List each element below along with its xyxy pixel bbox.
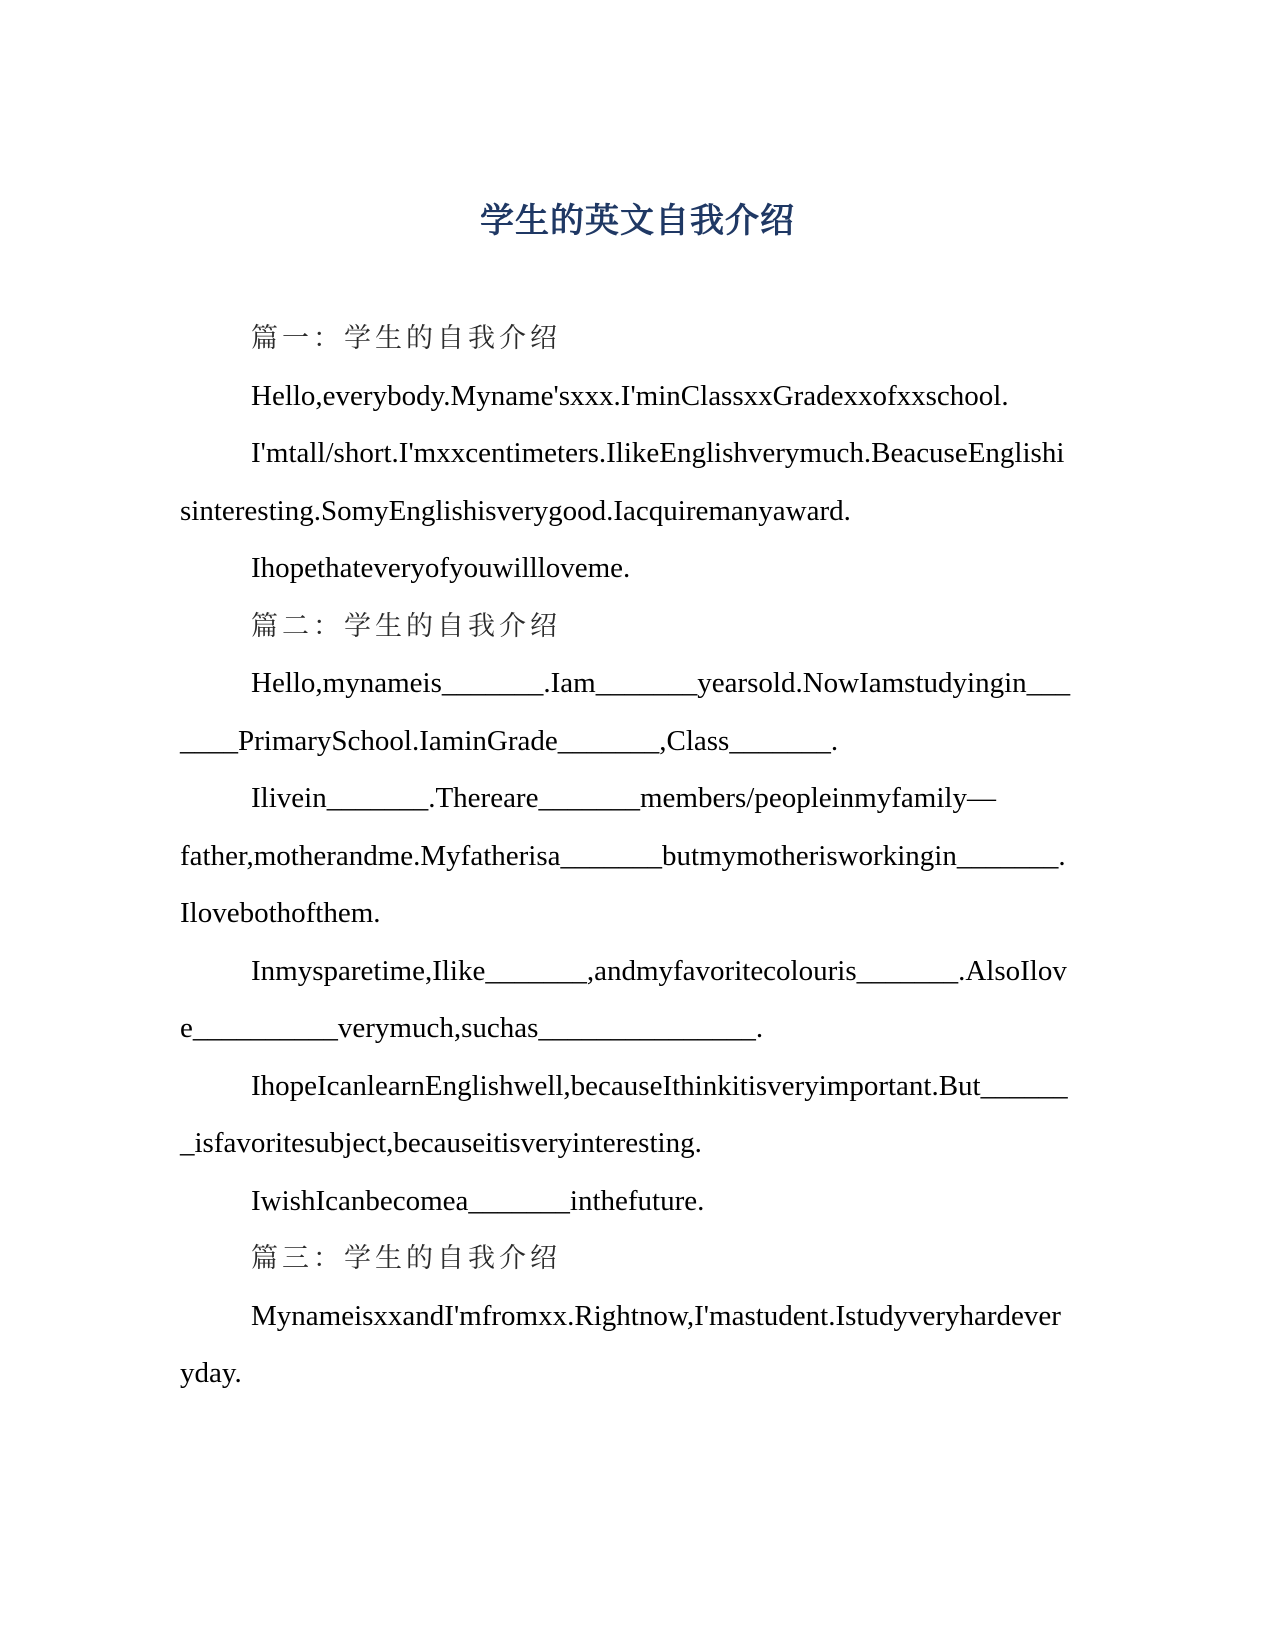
text-line: Hello,everybody.Myname'sxxx.I'minClassxxGradexxofxxschool. — [251, 379, 1009, 412]
section-heading-3: 篇三：学生的自我介绍 — [251, 1243, 561, 1273]
text-line: Ilovebothofthem. — [180, 897, 381, 929]
text-line: IhopeIcanlearnEnglishwell,becauseIthinkitisveryimportant.But______ — [251, 1069, 1068, 1102]
text-line: _isfavoritesubject,becauseitisveryinteresting. — [180, 1127, 702, 1159]
text-line: Ilivein_______.Thereare_______members/peopleinmyfamily— — [251, 782, 996, 814]
text-line: Inmysparetime,Ilike_______,andmyfavoritecolouris_______.AlsoIlov — [251, 954, 1067, 987]
text-line: yday. — [180, 1357, 242, 1389]
text-line: I'mtall/short.I'mxxcentimeters.IlikeEnglishverymuch.BeacuseEnglishi — [251, 437, 1065, 469]
text-line: Hello,mynameis_______.Iam_______yearsold.NowIamstudyingin___ — [251, 667, 1071, 699]
section-heading-2: 篇二：学生的自我介绍 — [251, 610, 561, 641]
text-line: father,motherandme.Myfatherisa_______butmymotherisworkingin_______. — [180, 839, 1066, 872]
text-line: Ihopethateveryofyouwillloveme. — [251, 552, 631, 584]
document-body — [0, 310, 1275, 1403]
section-heading-1: 篇一：学生的自我介绍 — [251, 323, 561, 353]
text-line: sinteresting.SomyEnglishisverygood.Iacquiremanyaward. — [180, 494, 851, 527]
text-line: IwishIcanbecomea_______inthefuture. — [251, 1184, 705, 1217]
text-line: MynameisxxandI'mfromxx.Rightnow,I'mastudent.Istudyveryhardever — [251, 1299, 1061, 1332]
text-line: ____PrimarySchool.IaminGrade_______,Class_______. — [180, 724, 839, 757]
text-line: e__________verymuch,suchas_______________. — [180, 1012, 764, 1044]
page-title: 学生的英文自我介绍 — [480, 203, 795, 240]
